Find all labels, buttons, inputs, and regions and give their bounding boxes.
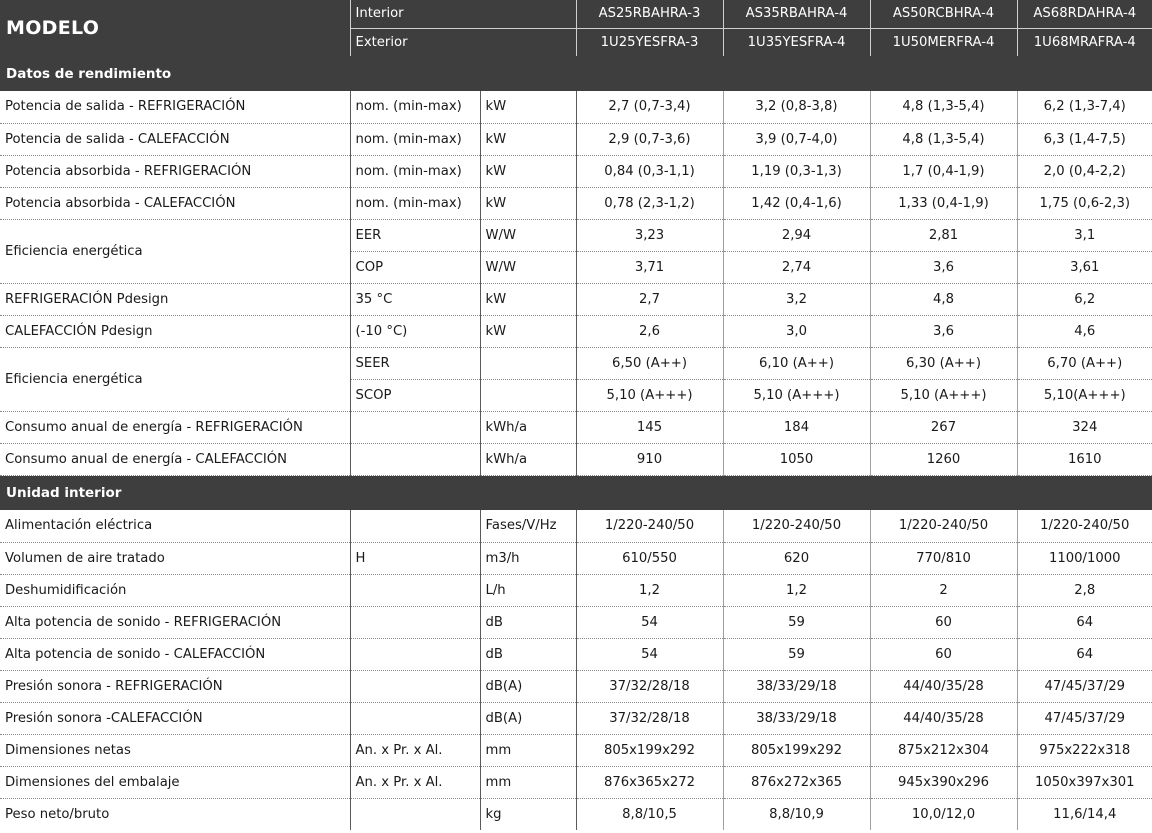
row-value: 1050 [723,443,870,475]
row-value: 2,74 [723,251,870,283]
row-value: 60 [870,638,1017,670]
row-unit: L/h [480,574,576,606]
row-value: 1,42 (0,4-1,6) [723,187,870,219]
row-unit: dB [480,638,576,670]
row-value: 1/220-240/50 [576,510,723,542]
row-condition: (-10 °C) [350,315,480,347]
header-row-interior [0,0,1152,28]
row-condition: nom. (min-max) [350,123,480,155]
row-value: 1,2 [723,574,870,606]
row-value: 37/32/28/18 [576,670,723,702]
row-condition: H [350,542,480,574]
table-row [0,347,1152,379]
interior-model-2: AS35RBAHRA-4 [723,0,870,28]
table-row [0,798,1152,830]
exterior-model-1: 1U25YESFRA-3 [576,28,723,56]
row-label: Deshumidificación [0,574,350,606]
row-value: 875x212x304 [870,734,1017,766]
table-row [0,510,1152,542]
row-value: 1050x397x301 [1017,766,1152,798]
exterior-model-2: 1U35YESFRA-4 [723,28,870,56]
row-value: 1,75 (0,6-2,3) [1017,187,1152,219]
section-indoor [0,475,1152,510]
row-value: 184 [723,411,870,443]
row-value: 38/33/29/18 [723,702,870,734]
row-value: 2,6 [576,315,723,347]
table-row [0,606,1152,638]
row-value: 2,7 [576,283,723,315]
row-unit: mm [480,734,576,766]
row-value: 6,10 (A++) [723,347,870,379]
row-value: 876x272x365 [723,766,870,798]
row-condition [350,606,480,638]
row-value: 805x199x292 [576,734,723,766]
row-unit: dB(A) [480,670,576,702]
row-condition: EER [350,219,480,251]
row-value: 1610 [1017,443,1152,475]
row-condition: An. x Pr. x Al. [350,734,480,766]
row-value: 6,50 (A++) [576,347,723,379]
row-condition: COP [350,251,480,283]
table-row [0,734,1152,766]
row-label: Potencia absorbida - REFRIGERACIÓN [0,155,350,187]
row-value: 805x199x292 [723,734,870,766]
row-label: Dimensiones del embalaje [0,766,350,798]
row-condition [350,443,480,475]
row-value: 610/550 [576,542,723,574]
row-label: Consumo anual de energía - REFRIGERACIÓN [0,411,350,443]
row-value: 4,6 [1017,315,1152,347]
row-value: 59 [723,638,870,670]
row-value: 0,84 (0,3-1,1) [576,155,723,187]
exterior-label: Exterior [350,28,576,56]
row-label: Eficiencia energética [0,347,350,411]
row-unit: kW [480,315,576,347]
row-value: 44/40/35/28 [870,670,1017,702]
section-performance [0,56,1152,91]
row-condition: 35 °C [350,283,480,315]
row-value: 620 [723,542,870,574]
row-value: 3,6 [870,315,1017,347]
table-row [0,411,1152,443]
row-unit: W/W [480,251,576,283]
table-row [0,638,1152,670]
row-unit: kW [480,91,576,123]
row-value: 6,2 (1,3-7,4) [1017,91,1152,123]
row-label: Peso neto/bruto [5,806,110,822]
exterior-model-4: 1U68MRAFRA-4 [1017,28,1152,56]
section-indoor-title: Unidad interior [0,475,1152,510]
row-value: 38/33/29/18 [723,670,870,702]
row-value: 1,19 (0,3-1,3) [723,155,870,187]
row-value: 3,71 [576,251,723,283]
row-value: 1/220-240/50 [723,510,870,542]
row-unit: kW [480,155,576,187]
row-unit: Fases/V/Hz [480,510,576,542]
row-unit: kW [480,283,576,315]
table-row [0,443,1152,475]
table-row [0,283,1152,315]
interior-label: Interior [350,0,576,28]
row-value: 2,7 (0,7-3,4) [576,91,723,123]
row-value: 5,10 (A+++) [870,379,1017,411]
row-label: Alta potencia de sonido - CALEFACCIÓN [0,638,350,670]
row-unit: kWh/a [480,443,576,475]
row-value: 1,7 (0,4-1,9) [870,155,1017,187]
table-row [0,702,1152,734]
row-label: REFRIGERACIÓN Pdesign [0,283,350,315]
row-label: Potencia absorbida - CALEFACCIÓN [0,187,350,219]
row-value: 3,2 [723,283,870,315]
table-row [0,574,1152,606]
row-value: 8,8/10,9 [723,798,870,830]
interior-model-1: AS25RBAHRA-3 [576,0,723,28]
row-label: Eficiencia energética [0,219,350,283]
row-value: 876x365x272 [576,766,723,798]
table-row [0,219,1152,251]
row-condition [350,574,480,606]
row-value: 10,0/12,0 [870,798,1017,830]
row-unit: kg [480,798,576,830]
row-condition: nom. (min-max) [350,155,480,187]
row-value: 2,81 [870,219,1017,251]
row-unit: dB(A) [480,702,576,734]
row-value: 11,6/14,4 [1017,798,1152,830]
exterior-model-3: 1U50MERFRA-4 [870,28,1017,56]
row-condition: An. x Pr. x Al. [350,766,480,798]
row-value: 3,2 (0,8-3,8) [723,91,870,123]
row-unit: dB [480,606,576,638]
row-value: 54 [576,606,723,638]
row-value: 6,30 (A++) [870,347,1017,379]
row-value: 1,2 [576,574,723,606]
row-condition: SCOP [350,379,480,411]
section-performance-title: Datos de rendimiento [0,56,1152,91]
row-value: 4,8 (1,3-5,4) [870,123,1017,155]
table-row [0,315,1152,347]
row-value: 1/220-240/50 [870,510,1017,542]
row-value: 2,94 [723,219,870,251]
row-value: 60 [870,606,1017,638]
row-value: 47/45/37/29 [1017,670,1152,702]
row-unit [480,379,576,411]
row-label: Alta potencia de sonido - REFRIGERACIÓN [0,606,350,638]
row-condition [350,638,480,670]
table-row [0,766,1152,798]
row-condition: nom. (min-max) [350,91,480,123]
row-label: Presión sonora - REFRIGERACIÓN [0,670,350,702]
row-value: 6,70 (A++) [1017,347,1152,379]
row-value: 975x222x318 [1017,734,1152,766]
row-condition [350,411,480,443]
row-value: 64 [1017,606,1152,638]
row-unit: kW [480,123,576,155]
row-value: 1260 [870,443,1017,475]
row-label: Dimensiones netas [0,734,350,766]
row-label: Consumo anual de energía - CALEFACCIÓN [0,443,350,475]
interior-model-4: AS68RDAHRA-4 [1017,0,1152,28]
row-value: 770/810 [870,542,1017,574]
row-value: 5,10 (A+++) [576,379,723,411]
row-value: 1,33 (0,4-1,9) [870,187,1017,219]
row-value: 4,8 [870,283,1017,315]
row-label: Presión sonora -CALEFACCIÓN [0,702,350,734]
row-label: Alimentación eléctrica [0,510,350,542]
row-unit: kW [480,187,576,219]
row-condition [350,702,480,734]
row-value: 3,9 (0,7-4,0) [723,123,870,155]
table-row [0,123,1152,155]
row-value: 3,23 [576,219,723,251]
row-label: CALEFACCIÓN Pdesign [0,315,350,347]
row-value: 0,78 (2,3-1,2) [576,187,723,219]
row-value: 54 [576,638,723,670]
row-value: 6,2 [1017,283,1152,315]
row-value: 8,8/10,5 [576,798,723,830]
row-label: Potencia de salida - CALEFACCIÓN [0,123,350,155]
row-unit: kWh/a [480,411,576,443]
row-unit: m3/h [480,542,576,574]
row-label: Potencia de salida - REFRIGERACIÓN [0,91,350,123]
table-row [0,670,1152,702]
table-row [0,155,1152,187]
row-value: 145 [576,411,723,443]
row-value: 2 [870,574,1017,606]
row-value: 1/220-240/50 [1017,510,1152,542]
row-value: 3,0 [723,315,870,347]
row-condition: SEER [350,347,480,379]
table-row [0,187,1152,219]
row-value: 47/45/37/29 [1017,702,1152,734]
model-title: MODELO [0,0,350,56]
row-condition: nom. (min-max) [350,187,480,219]
row-value: 3,61 [1017,251,1152,283]
row-unit [480,347,576,379]
interior-model-3: AS50RCBHRA-4 [870,0,1017,28]
row-condition [350,798,480,830]
row-value: 2,0 (0,4-2,2) [1017,155,1152,187]
row-value: 2,9 (0,7-3,6) [576,123,723,155]
row-unit: W/W [480,219,576,251]
table-row [0,91,1152,123]
row-value: 324 [1017,411,1152,443]
row-value: 945x390x296 [870,766,1017,798]
row-value: 910 [576,443,723,475]
row-value: 5,10 (A+++) [723,379,870,411]
row-value: 4,8 (1,3-5,4) [870,91,1017,123]
row-label: Volumen de aire tratado [0,542,350,574]
row-value: 267 [870,411,1017,443]
row-value: 37/32/28/18 [576,702,723,734]
row-value: 3,6 [870,251,1017,283]
row-value: 64 [1017,638,1152,670]
row-condition [350,510,480,542]
row-value: 59 [723,606,870,638]
row-condition [350,670,480,702]
row-value: 2,8 [1017,574,1152,606]
row-value: 1100/1000 [1017,542,1152,574]
row-value: 3,1 [1017,219,1152,251]
table-row [0,542,1152,574]
row-value: 5,10(A+++) [1017,379,1152,411]
row-value: 6,3 (1,4-7,5) [1017,123,1152,155]
row-unit: mm [480,766,576,798]
row-value: 44/40/35/28 [870,702,1017,734]
